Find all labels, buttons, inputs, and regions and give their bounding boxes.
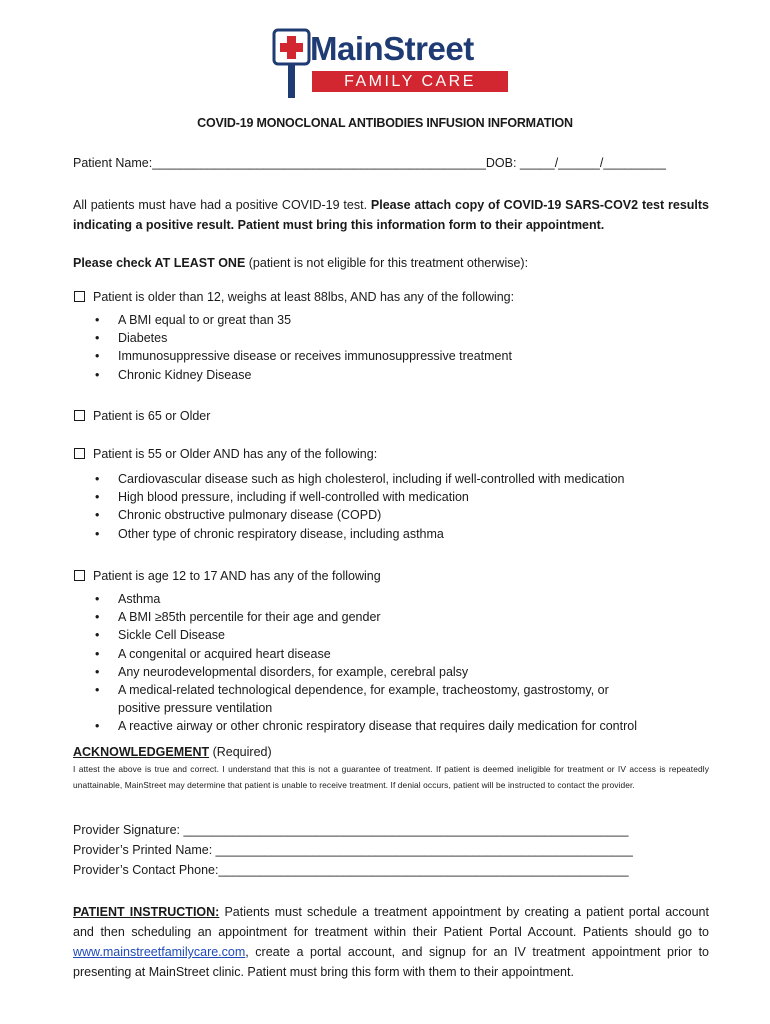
list-item: • Any neurodevelopmental disorders, for example, cerebral palsy: [95, 663, 695, 681]
check-instruction: [73, 256, 528, 270]
list-item: • A reactive airway or other chronic respiratory disease that requires daily medication for control: [95, 717, 695, 735]
list-item: • A BMI ≥85th percentile for their age and gender: [95, 608, 695, 626]
check-instruction-bold: Please check AT LEAST ONE: [73, 256, 246, 270]
acknowledgement-required: (Required): [209, 745, 272, 759]
list-item: • Asthma: [95, 590, 695, 608]
checkbox[interactable]: [74, 448, 85, 459]
list-item: • A medical-related technological dependence, for example, tracheostomy, gastrostomy, or positive pressure ventilation: [95, 681, 695, 717]
criterion-4-list: [95, 590, 695, 736]
patient-instruction-heading: PATIENT INSTRUCTION:: [73, 905, 220, 919]
patient-instruction-text: Patients must schedule a treatment appointment by creating a patient portal account and then scheduling an appointment for treatment within their Patient Portal Account. Patients should go to: [73, 905, 709, 939]
patient-instruction-text-end: , create a portal account, and signup for an IV treatment appointment prior to presenting at MainStreet clinic. Patient must bring this form with them to their appointment.: [73, 945, 709, 979]
provider-contact-phone-field[interactable]: Provider’s Contact Phone:___________________________________________________________: [73, 863, 629, 877]
requirement-text: All patients must have had a positive COVID-19 test.: [73, 198, 371, 212]
criterion-label: Patient is age 12 to 17 AND has any of the following: [93, 569, 381, 583]
list-item: • Chronic obstructive pulmonary disease (COPD): [95, 506, 695, 524]
acknowledgement-title: ACKNOWLEDGEMENT: [73, 745, 210, 759]
list-item: • High blood pressure, including if well-controlled with medication: [95, 488, 695, 506]
logo-wordmark: MainStreet: [310, 30, 474, 67]
patient-instruction-paragraph: [73, 902, 709, 982]
criterion-1[interactable]: [74, 290, 514, 304]
requirement-paragraph: [73, 195, 709, 235]
checkbox[interactable]: [74, 410, 85, 421]
criterion-3[interactable]: [74, 447, 377, 461]
requirement-bold-text: Please attach copy of COVID-19 SARS-COV2 test results indicating a positive result. Patient must bring this information form to their appointment.: [73, 198, 709, 232]
provider-signature-field[interactable]: Provider Signature: ________________________________________________________________: [73, 823, 629, 837]
list-item: • Chronic Kidney Disease: [95, 366, 695, 384]
check-instruction-text: (patient is not eligible for this treatment otherwise):: [245, 256, 529, 270]
acknowledgement-text: I attest the above is true and correct. I understand that this is not a guarantee of treatment. If patient is deemed ineligible for treatment or IV access is repeatedly unattainable, MainStreet may determine that patient is unable to receive treatment. If denial occurs, patient will be instructed to contact the provider.: [73, 764, 709, 790]
mainstreet-logo: [272, 28, 512, 98]
list-item: • Cardiovascular disease such as high cholesterol, including if well-controlled with medication: [95, 470, 695, 488]
patient-name-dob-field[interactable]: Patient Name:________________________________________________DOB: _____/______/_________: [73, 156, 666, 170]
list-item: • Diabetes: [95, 329, 695, 347]
list-item: • Other type of chronic respiratory disease, including asthma: [95, 525, 695, 543]
criterion-1-list: [95, 311, 695, 384]
criterion-2[interactable]: [74, 409, 210, 423]
checkbox[interactable]: [74, 570, 85, 581]
list-item: • Sickle Cell Disease: [95, 626, 695, 644]
criterion-3-list: [95, 470, 695, 543]
criterion-label: Patient is older than 12, weighs at least 88lbs, AND has any of the following:: [93, 290, 515, 304]
provider-printed-name-field[interactable]: Provider’s Printed Name: ____________________________________________________________: [73, 843, 633, 857]
criterion-label: Patient is 65 or Older: [93, 409, 211, 423]
list-item: • A BMI equal to or great than 35: [95, 311, 695, 329]
list-item: • Immunosuppressive disease or receives immunosuppressive treatment: [95, 347, 695, 365]
acknowledgement-heading: [73, 745, 272, 759]
street-sign-icon: [272, 28, 312, 98]
checkbox[interactable]: [74, 291, 85, 302]
logo-tagline: FAMILY CARE: [312, 71, 508, 92]
criterion-label: Patient is 55 or Older AND has any of the following:: [93, 447, 378, 461]
website-link[interactable]: www.mainstreetfamilycare.com: [73, 945, 246, 959]
form-title: COVID-19 MONOCLONAL ANTIBODIES INFUSION INFORMATION: [197, 116, 573, 130]
list-item: • A congenital or acquired heart disease: [95, 645, 695, 663]
criterion-4[interactable]: [74, 569, 381, 583]
